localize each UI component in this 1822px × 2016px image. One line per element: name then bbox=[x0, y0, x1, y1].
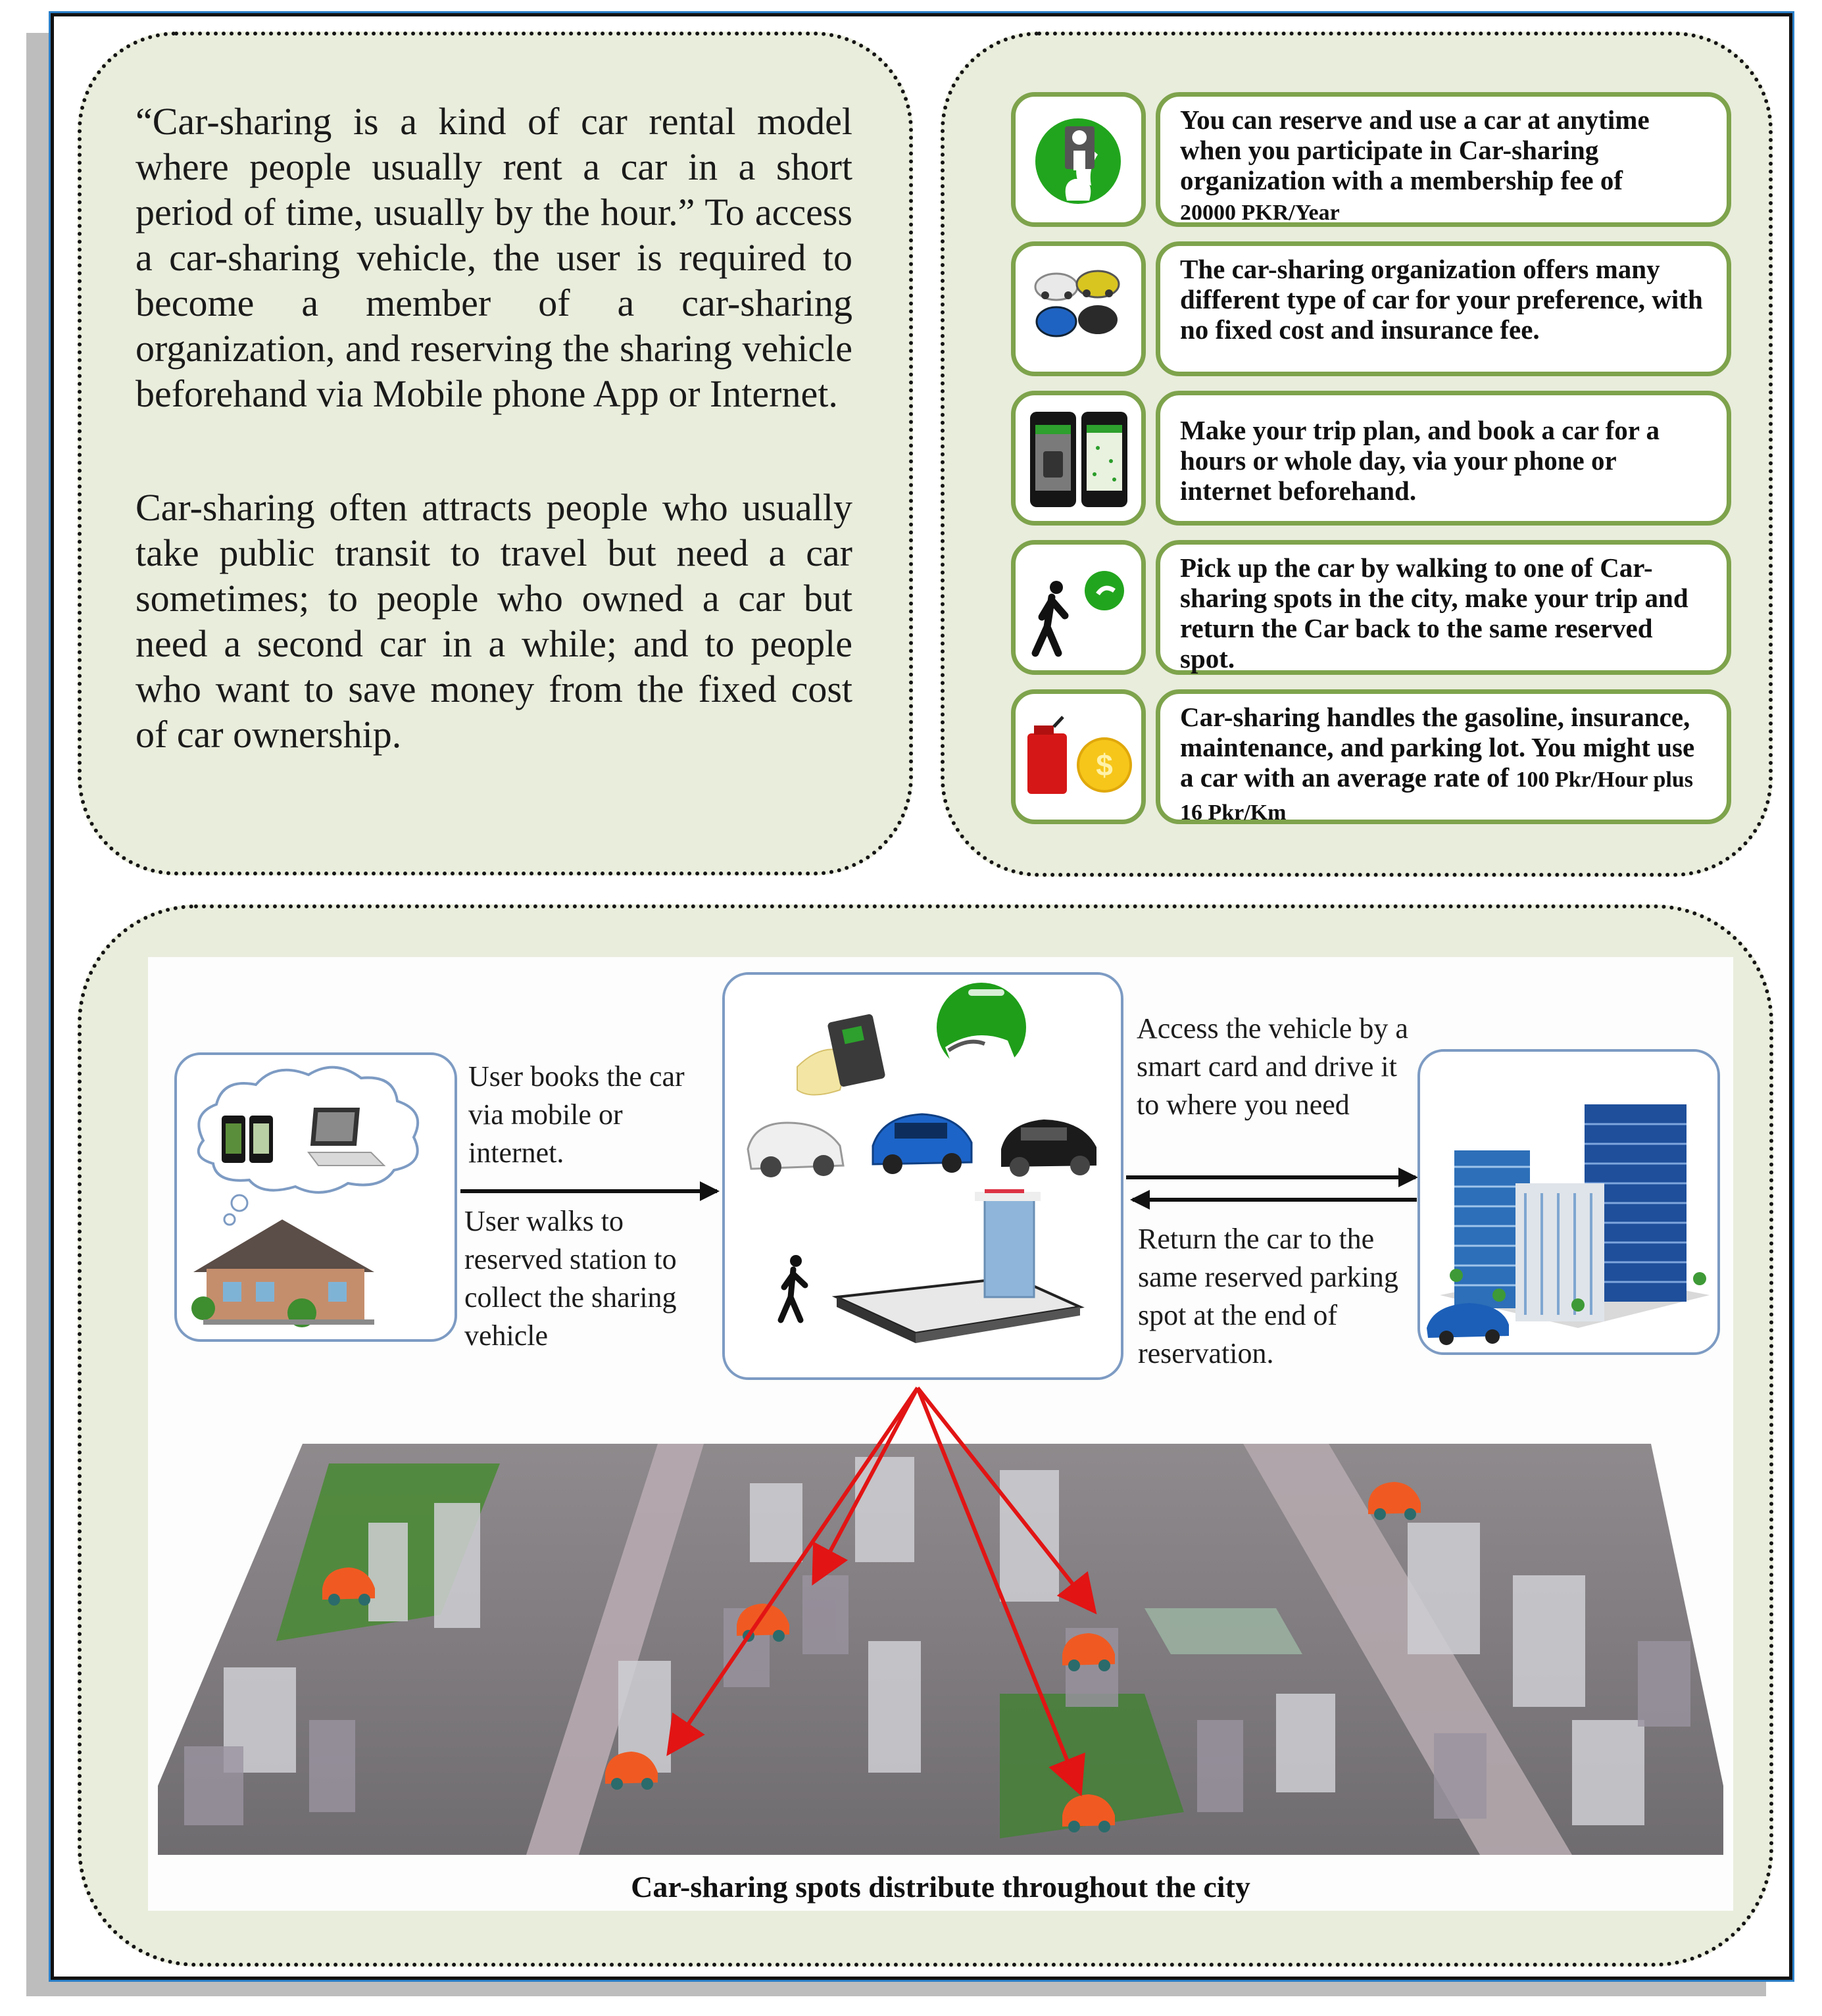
step-text: Car-sharing handles the gasoline, insurance, maintenance, and parking lot. You might use a car with an average rate of bbox=[1180, 702, 1695, 793]
walking-step-label: User walks to reserved station to collect the sharing vehicle bbox=[464, 1205, 677, 1352]
map-caption: Car-sharing spots distribute throughout the city bbox=[631, 1870, 1250, 1904]
usage-rate: 100 Pkr/Hour plus 16 Pkr/Km bbox=[1180, 768, 1694, 825]
audience-paragraph: Car-sharing often attracts people who usually take public transit to travel but need a car sometimes; to people who owned a car but need a second car in a while; and to people who want to save money from the fixed cost of car ownership. bbox=[135, 486, 852, 756]
svg-text:$: $ bbox=[1096, 748, 1113, 782]
return-step-label: Return the car to the same reserved parking spot at the end of reservation. bbox=[1138, 1223, 1398, 1369]
step-text: You can reserve and use a car at anytime when you participate in Car-sharing organization with a membership fee of bbox=[1180, 105, 1650, 195]
membership-fee: 20000 PKR/Year bbox=[1180, 201, 1340, 225]
definition-paragraph: “Car-sharing is a kind of car rental model where people usually rent a car in a short period of time, usually by the hour.” To access a car-sharing vehicle, the user is required to become a member of a car-sharing organization, and reserving the sharing vehicle beforehand via Mobile phone App or Internet. bbox=[135, 100, 852, 415]
access-step-label: Access the vehicle by a smart card and drive it to where you need bbox=[1137, 1012, 1408, 1121]
step-text: Pick up the car by walking to one of Car-sharing spots in the city, make your trip and return the Car back to the same reserved spot. bbox=[1180, 553, 1688, 674]
booking-step-label: User books the car via mobile or internet. bbox=[468, 1060, 685, 1169]
step-text: The car-sharing organization offers many different type of car for your preference, with no fixed cost and insurance fee. bbox=[1180, 254, 1703, 345]
step-text: Make your trip plan, and book a car for a hours or whole day, via your phone or internet beforehand. bbox=[1180, 415, 1660, 506]
